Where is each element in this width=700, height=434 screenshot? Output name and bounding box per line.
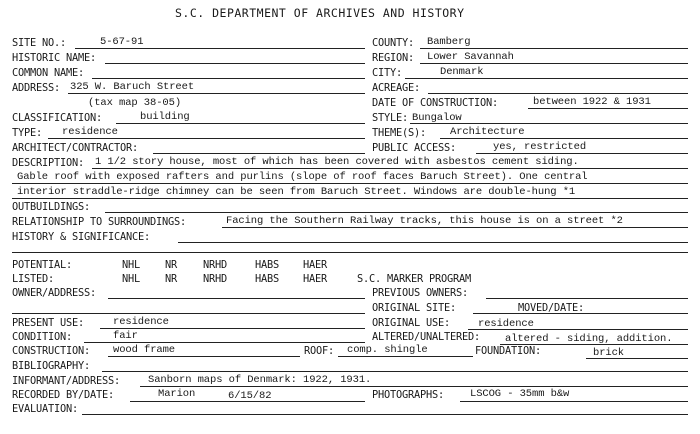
city-label: CITY: xyxy=(372,67,402,79)
section-divider xyxy=(12,252,688,253)
photographs-value: LSCOG - 35mm b&w xyxy=(470,388,570,400)
relationship-line xyxy=(222,227,688,228)
bibliography-line xyxy=(102,371,688,372)
site-no-label: SITE NO.: xyxy=(12,37,66,49)
present-use-line xyxy=(100,328,365,329)
public-access-line xyxy=(476,153,688,154)
informant-line xyxy=(140,386,688,387)
address-label: ADDRESS: xyxy=(12,82,60,94)
description-line-3: interior straddle-ridge chimney can be seen from Baruch Street. Windows are double-hung *1 xyxy=(17,186,576,198)
themes-label: THEME(S): xyxy=(372,127,426,139)
informant-label: INFORMANT/ADDRESS: xyxy=(12,375,120,387)
description-line-1: 1 1/2 story house, most of which has been covered with asbestos cement siding. xyxy=(95,156,579,168)
style-value: Bungalow xyxy=(412,112,462,124)
original-use-line xyxy=(468,329,688,330)
outbuildings-label: OUTBUILDINGS: xyxy=(12,201,90,213)
recorded-label: RECORDED BY/DATE: xyxy=(12,389,114,401)
type-label: TYPE: xyxy=(12,127,42,139)
history-label: HISTORY & SIGNIFICANCE: xyxy=(12,231,150,243)
form-title: S.C. DEPARTMENT OF ARCHIVES AND HISTORY xyxy=(175,6,465,20)
acreage-label: ACREAGE: xyxy=(372,82,420,94)
moved-date-label: MOVED/DATE: xyxy=(518,302,584,314)
description-underline-2 xyxy=(12,183,688,184)
foundation-label: FOUNDATION: xyxy=(475,345,541,357)
themes-value: Architecture xyxy=(450,126,525,138)
description-underline-1 xyxy=(92,168,688,169)
date-construction-line xyxy=(528,108,688,109)
recorded-line xyxy=(130,401,365,402)
classification-line xyxy=(116,123,365,124)
address-line xyxy=(68,93,365,94)
previous-owners-line xyxy=(486,298,688,299)
previous-owners-label: PREVIOUS OWNERS: xyxy=(372,287,468,299)
evaluation-label: EVALUATION: xyxy=(12,403,78,415)
public-access-value: yes, restricted xyxy=(493,141,587,153)
listed-code-nhl: NHL xyxy=(122,273,140,285)
potential-code-habs: HABS xyxy=(255,259,279,271)
historic-name-label: HISTORIC NAME: xyxy=(12,52,96,64)
historic-name-line xyxy=(105,63,365,64)
description-underline-3 xyxy=(12,198,688,199)
date-construction-value: between 1922 & 1931 xyxy=(533,96,651,108)
architect-line xyxy=(153,153,365,154)
original-site-label: ORIGINAL SITE: xyxy=(372,302,456,314)
owner-address-label: OWNER/ADDRESS: xyxy=(12,287,96,299)
foundation-line xyxy=(586,358,688,359)
altered-value: altered - siding, addition. xyxy=(505,333,673,345)
potential-label: POTENTIAL: xyxy=(12,259,72,271)
listed-code-haer: HAER xyxy=(303,273,327,285)
classification-value: building xyxy=(140,111,190,123)
history-line xyxy=(178,242,688,243)
present-use-label: PRESENT USE: xyxy=(12,317,84,329)
listed-code-nrhd: NRHD xyxy=(203,273,227,285)
tax-map-value: (tax map 38-05) xyxy=(88,97,182,109)
acreage-line xyxy=(428,93,688,94)
listed-code-nr: NR xyxy=(165,273,177,285)
common-name-line xyxy=(92,78,365,79)
county-value: Bamberg xyxy=(427,36,471,48)
relationship-value: Facing the Southern Railway tracks, this house is on a street *2 xyxy=(226,215,623,227)
photographs-line xyxy=(460,401,688,402)
outbuildings-line xyxy=(105,212,688,213)
themes-line xyxy=(440,138,688,139)
city-value: Denmark xyxy=(440,66,484,78)
listed-code-habs: HABS xyxy=(255,273,279,285)
site-no-value: 5-67-91 xyxy=(100,36,144,48)
county-line xyxy=(420,48,688,49)
roof-value: comp. shingle xyxy=(347,344,428,356)
city-line xyxy=(405,78,688,79)
recorded-name-value: Marion xyxy=(158,388,196,400)
style-label: STYLE: xyxy=(372,112,408,124)
recorded-date-value: 6/15/82 xyxy=(228,390,272,402)
construction-line xyxy=(108,356,300,357)
region-value: Lower Savannah xyxy=(427,51,514,63)
relationship-label: RELATIONSHIP TO SURROUNDINGS: xyxy=(12,216,186,228)
owner-address-line-2 xyxy=(12,313,365,314)
listed-label: LISTED: xyxy=(12,273,54,285)
style-line xyxy=(410,123,688,124)
condition-label: CONDITION: xyxy=(12,331,72,343)
evaluation-line xyxy=(82,414,688,415)
potential-code-haer: HAER xyxy=(303,259,327,271)
condition-value: fair xyxy=(113,330,138,342)
present-use-value: residence xyxy=(113,316,169,328)
region-label: REGION: xyxy=(372,52,414,64)
bibliography-label: BIBLIOGRAPHY: xyxy=(12,360,90,372)
informant-value: Sanborn maps of Denmark: 1922, 1931. xyxy=(148,374,372,386)
owner-address-line xyxy=(108,298,365,299)
description-line-2: Gable roof with exposed rafters and purlins (slope of roof faces Baruch Street). One central xyxy=(17,171,588,183)
potential-code-nrhd: NRHD xyxy=(203,259,227,271)
marker-program-label: S.C. MARKER PROGRAM xyxy=(357,273,471,285)
address-value: 325 W. Baruch Street xyxy=(70,81,195,93)
roof-label: ROOF: xyxy=(304,345,334,357)
potential-code-nr: NR xyxy=(165,259,177,271)
common-name-label: COMMON NAME: xyxy=(12,67,84,79)
foundation-value: brick xyxy=(593,347,625,359)
roof-line xyxy=(338,356,473,357)
original-use-label: ORIGINAL USE: xyxy=(372,317,450,329)
condition-line xyxy=(84,342,365,343)
site-no-line xyxy=(75,48,365,49)
description-label: DESCRIPTION: xyxy=(12,157,84,169)
potential-code-nhl: NHL xyxy=(122,259,140,271)
region-line xyxy=(420,63,688,64)
original-use-value: residence xyxy=(478,318,534,330)
type-value: residence xyxy=(62,126,118,138)
photographs-label: PHOTOGRAPHS: xyxy=(372,389,444,401)
construction-label: CONSTRUCTION: xyxy=(12,345,90,357)
construction-value: wood frame xyxy=(113,344,176,356)
date-construction-label: DATE OF CONSTRUCTION: xyxy=(372,97,498,109)
county-label: COUNTY: xyxy=(372,37,414,49)
altered-label: ALTERED/UNALTERED: xyxy=(372,331,480,343)
public-access-label: PUBLIC ACCESS: xyxy=(372,142,456,154)
architect-label: ARCHITECT/CONTRACTOR: xyxy=(12,142,138,154)
classification-label: CLASSIFICATION: xyxy=(12,112,102,124)
type-line xyxy=(48,138,365,139)
